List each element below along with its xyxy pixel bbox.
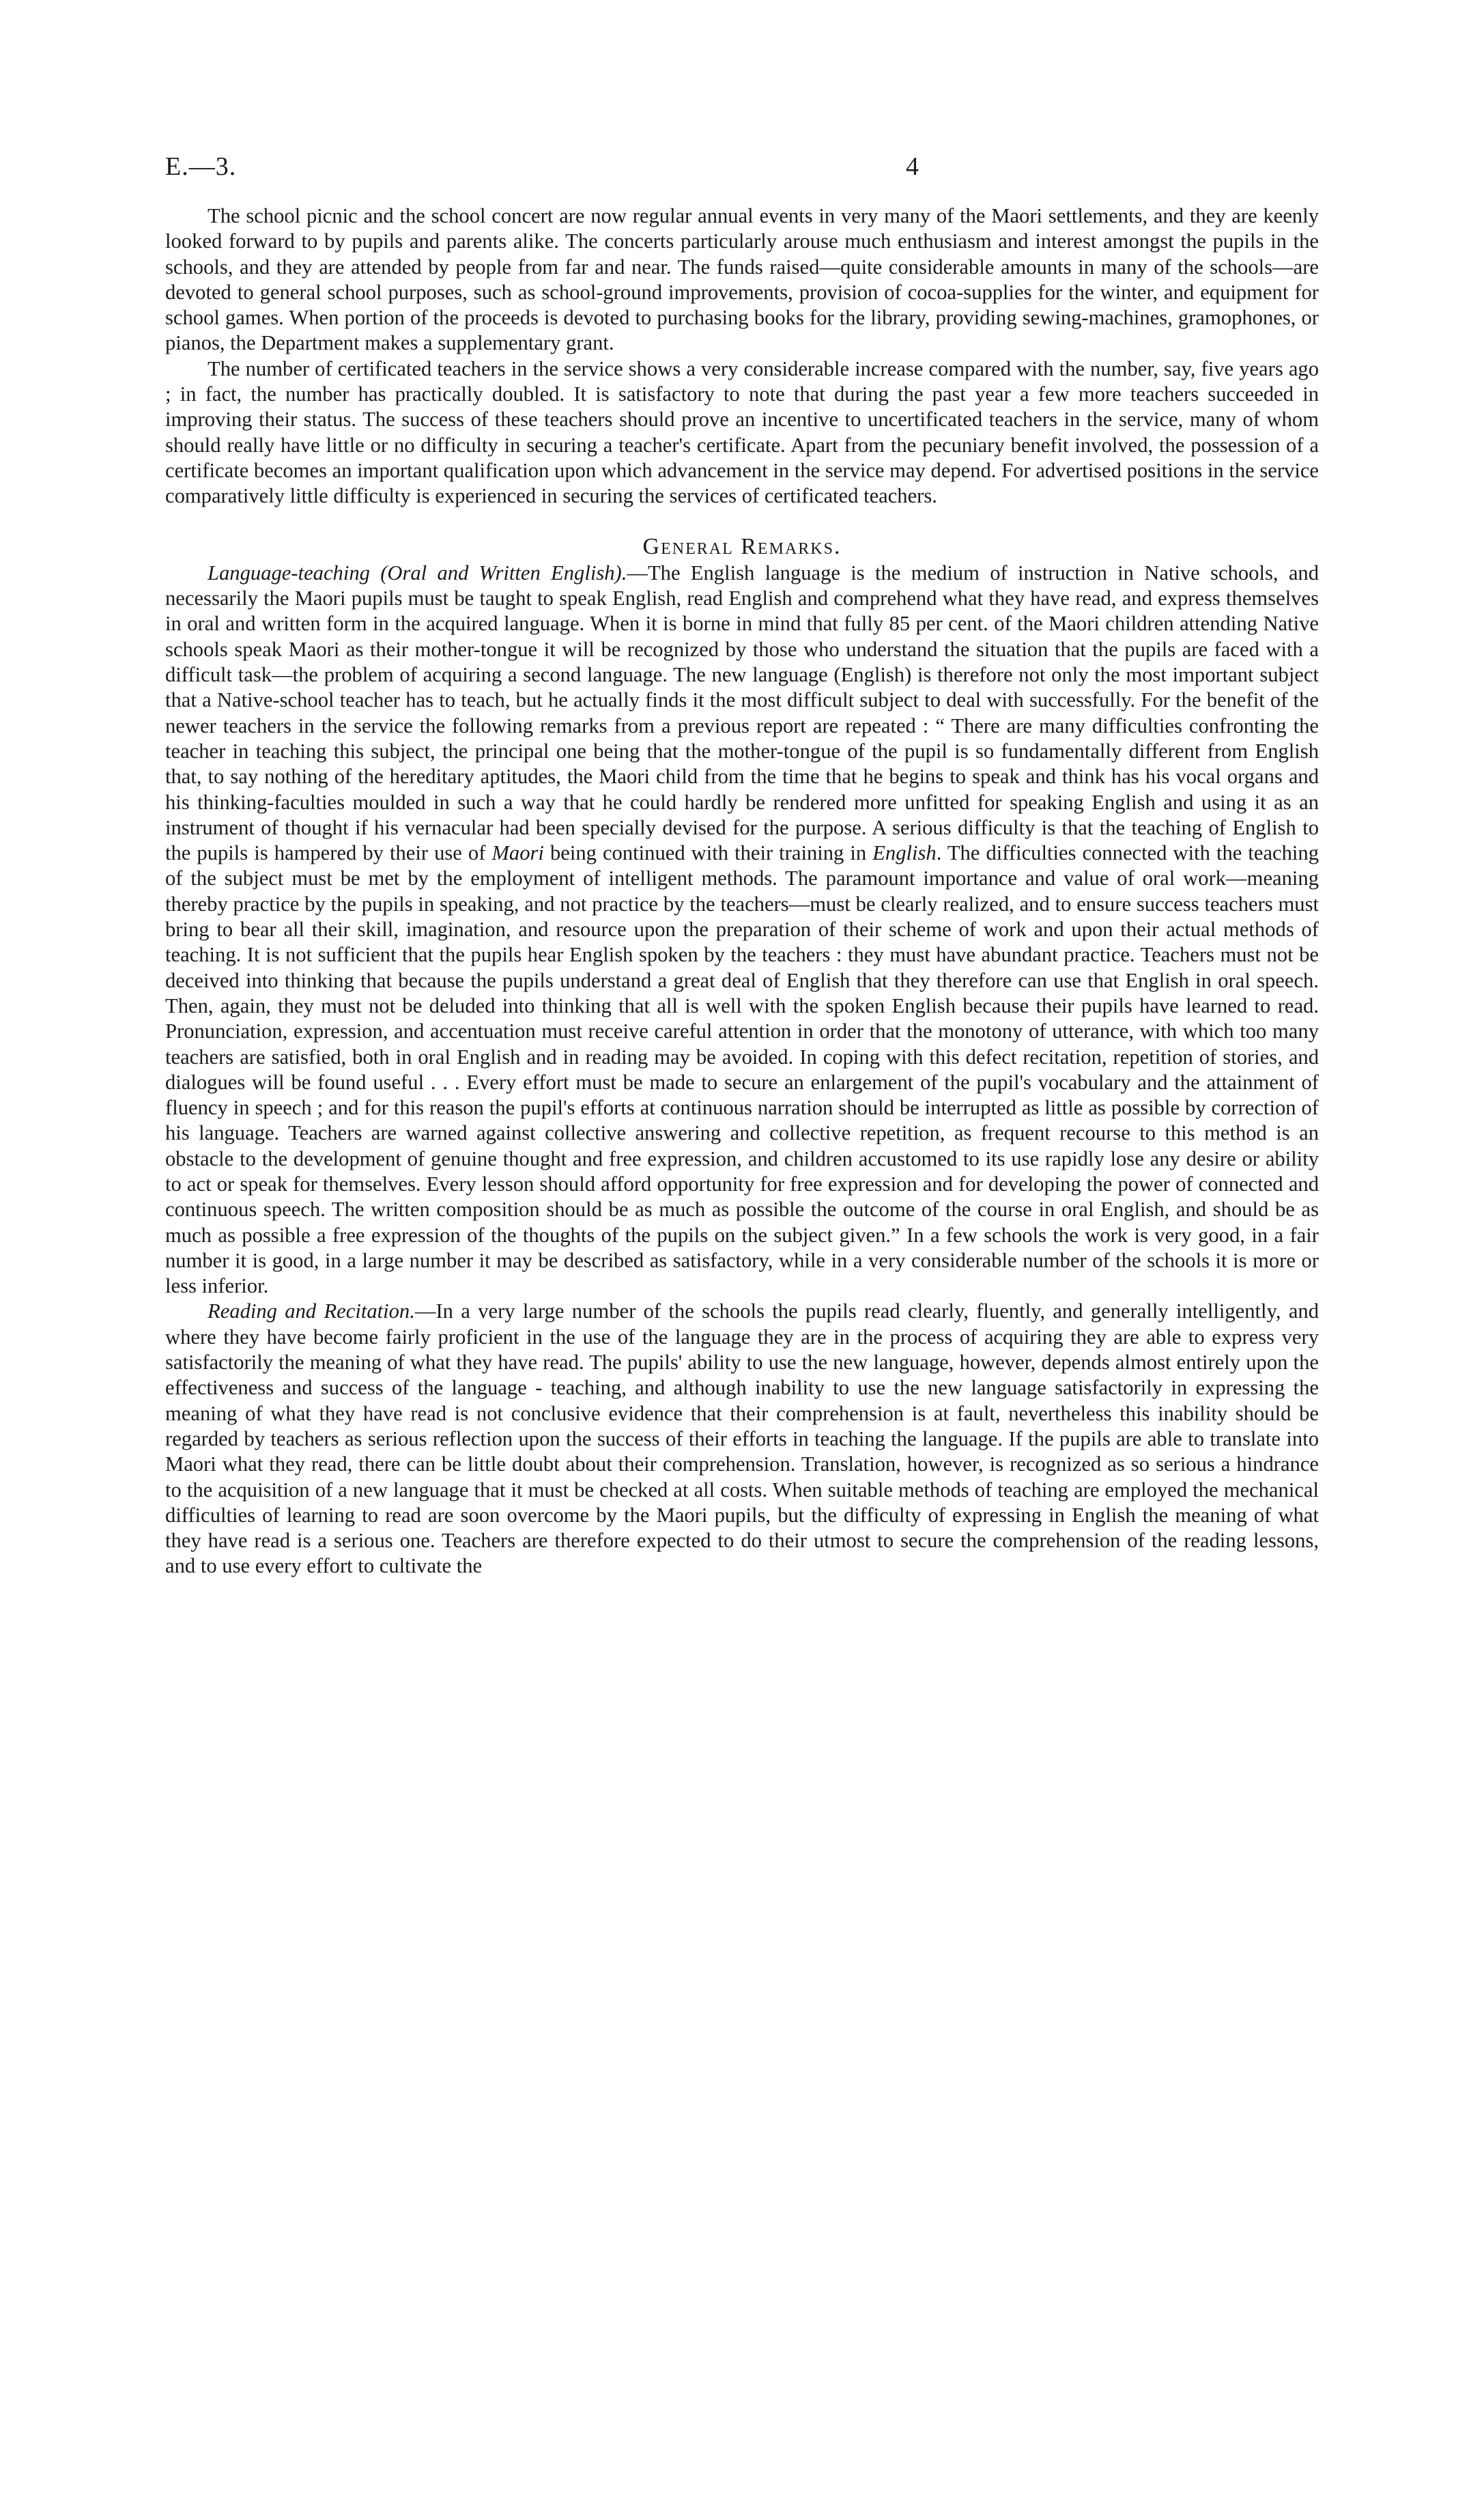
italic-word-english: English xyxy=(872,841,937,865)
subheading-reading-recitation: Reading and Recitation. xyxy=(208,1299,415,1323)
subheading-language-teaching: Language-teaching (Oral and Written English). xyxy=(208,561,627,584)
paragraph-language-teaching xyxy=(165,561,1319,1299)
reading-text: —In a very large number of the schools the pupils read clearly, fluently, and generally intelligently, and where they have become fairly proficient in the use of the language they are in the process of acquiring they are able to express very satisfactorily the meaning of what they have read. The pupils' ability to use the new language, however, depends almost entirely upon the effectiveness and success of the language - teaching, and although inability to use the new language satisfactorily in expressing the meaning of what they have read is not conclusive evidence that their comprehension is at fault, nevertheless this inability should be regarded by teachers as serious reflection upon the success of their efforts in teaching the language. If the pupils are able to translate into Maori what they read, there can be little doubt about their comprehension. Translation, however, is recognized as so serious a hindrance to the acquisition of a new language that it must be checked at all costs. When suitable methods of teaching are employed the mechanical difficulties of learning to read are soon overcome by the Maori pupils, but the difficulty of expressing in English the meaning of what they have read is a serious one. Teachers are therefore expected to do their utmost to secure the comprehension of the reading lessons, and to use every effort to cultivate the xyxy=(165,1299,1319,1578)
document-reference: E.—3. xyxy=(165,152,237,181)
paragraph-reading-recitation xyxy=(165,1299,1319,1579)
section-heading-general-remarks: General Remarks. xyxy=(642,533,842,559)
language-text-part-2: being continued with their training in xyxy=(543,841,873,865)
page-number: 4 xyxy=(906,152,919,181)
italic-word-maori: Maori xyxy=(491,841,544,865)
page-header xyxy=(165,152,1319,193)
body-text xyxy=(165,203,1319,1579)
paragraph-certificated-teachers: The number of certificated teachers in the service shows a very considerable increase compared with the number, say, five years ago ; in fact, the number has practically doubled. It is satisfactory to note that during the past year a few more teachers succeeded in improving their status. The success of these teachers should prove an incentive to uncertificated teachers in the service, many of whom should really have little or no difficulty in securing a teacher's certificate. Apart from the pecuniary benefit involved, the possession of a certificate becomes an important qualification upon which advancement in the service may depend. For advertised positions in the service comparatively little difficulty is experienced in securing the services of certificated teachers. xyxy=(165,356,1319,508)
language-text-part-1: —The English language is the medium of instruction in Native schools, and necessarily the Maori pupils must be taught to speak English, read English and comprehend what they have read, and express themselves in oral and written form in the acquired language. When it is borne in mind that fully 85 per cent. of the Maori children attending Native schools speak Maori as their mother-tongue it will be recognized by those who understand the situation that the pupils are faced with a difficult task—the problem of acquiring a second language. The new language (English) is therefore not only the most important subject that a Native-school teacher has to teach, but he actually finds it the most difficult subject to deal with successfully. For the benefit of the newer teachers in the service the following remarks from a previous report are repeated : “ There are many difficulties confronting the teacher in teaching this subject, the principal one being that the mother-tongue of the pupil is so fundamentally different from English that, to say nothing of the hereditary aptitudes, the Maori child from the time that he begins to speak and think has his vocal organs and his thinking-faculties moulded in such a way that he could hardly be rendered more unfitted for speaking English and using it as an instrument of thought if his vernacular had been specially devised for the purpose. A serious difficulty is that the teaching of English to the pupils is hampered by their use of xyxy=(165,561,1319,865)
language-text-part-3: . The difficulties connected with the teaching of the subject must be met by the employment of intelligent methods. The paramount importance and value of oral work—meaning thereby practice by the pupils in speaking, and not practice by the teachers—must be clearly realized, and to ensure success teachers must bring to bear all their skill, imagination, and resource upon the preparation of their scheme of work and upon their actual methods of teaching. It is not sufficient that the pupils hear English spoken by the teachers : they must have abundant practice. Teachers must not be deceived into thinking that because the pupils understand a great deal of English that they therefore can use that English in oral speech. Then, again, they must not be deluded into thinking that all is well with the spoken English because their pupils have learned to read. Pronunciation, expression, and accentuation must receive careful attention in order that the monotony of utterance, with which too many teachers are satisfied, both in oral English and in reading may be avoided. In coping with this defect recitation, repetition of stories, and dialogues will be found useful . . . Every effort must be made to secure an enlargement of the pupil's vocabulary and the attainment of fluency in speech ; and for this reason the pupil's efforts at continuous narration should be interrupted as little as possible by correction of his language. Teachers are warned against collective answering and collective repetition, as frequent recourse to this method is an obstacle to the development of genuine thought and free expression, and children accustomed to its use rapidly lose any desire or ability to act or speak for themselves. Every lesson should afford opportunity for free expression and for developing the power of connected and continuous speech. The written composition should be as much as possible the outcome of the course in oral English, and should be as much as possible a free expression of the thoughts of the pupils on the subject given.” In a few schools the work is very good, in a fair number it is good, in a large number it may be described as satisfactory, while in a very considerable number of the schools it is more or less inferior. xyxy=(165,841,1319,1298)
paragraph-school-picnic: The school picnic and the school concert are now regular annual events in very many of the Maori settlements, and they are keenly looked forward to by pupils and parents alike. The concerts particularly arouse much enthusiasm and interest amongst the pupils in the schools, and they are attended by people from far and near. The funds raised—quite considerable amounts in many of the schools—are devoted to general school purposes, such as school-ground improvements, provision of cocoa-supplies for the winter, and equipment for school games. When portion of the proceeds is devoted to purchasing books for the library, providing sewing-machines, gramophones, or pianos, the Department makes a supplementary grant. xyxy=(165,204,1319,355)
